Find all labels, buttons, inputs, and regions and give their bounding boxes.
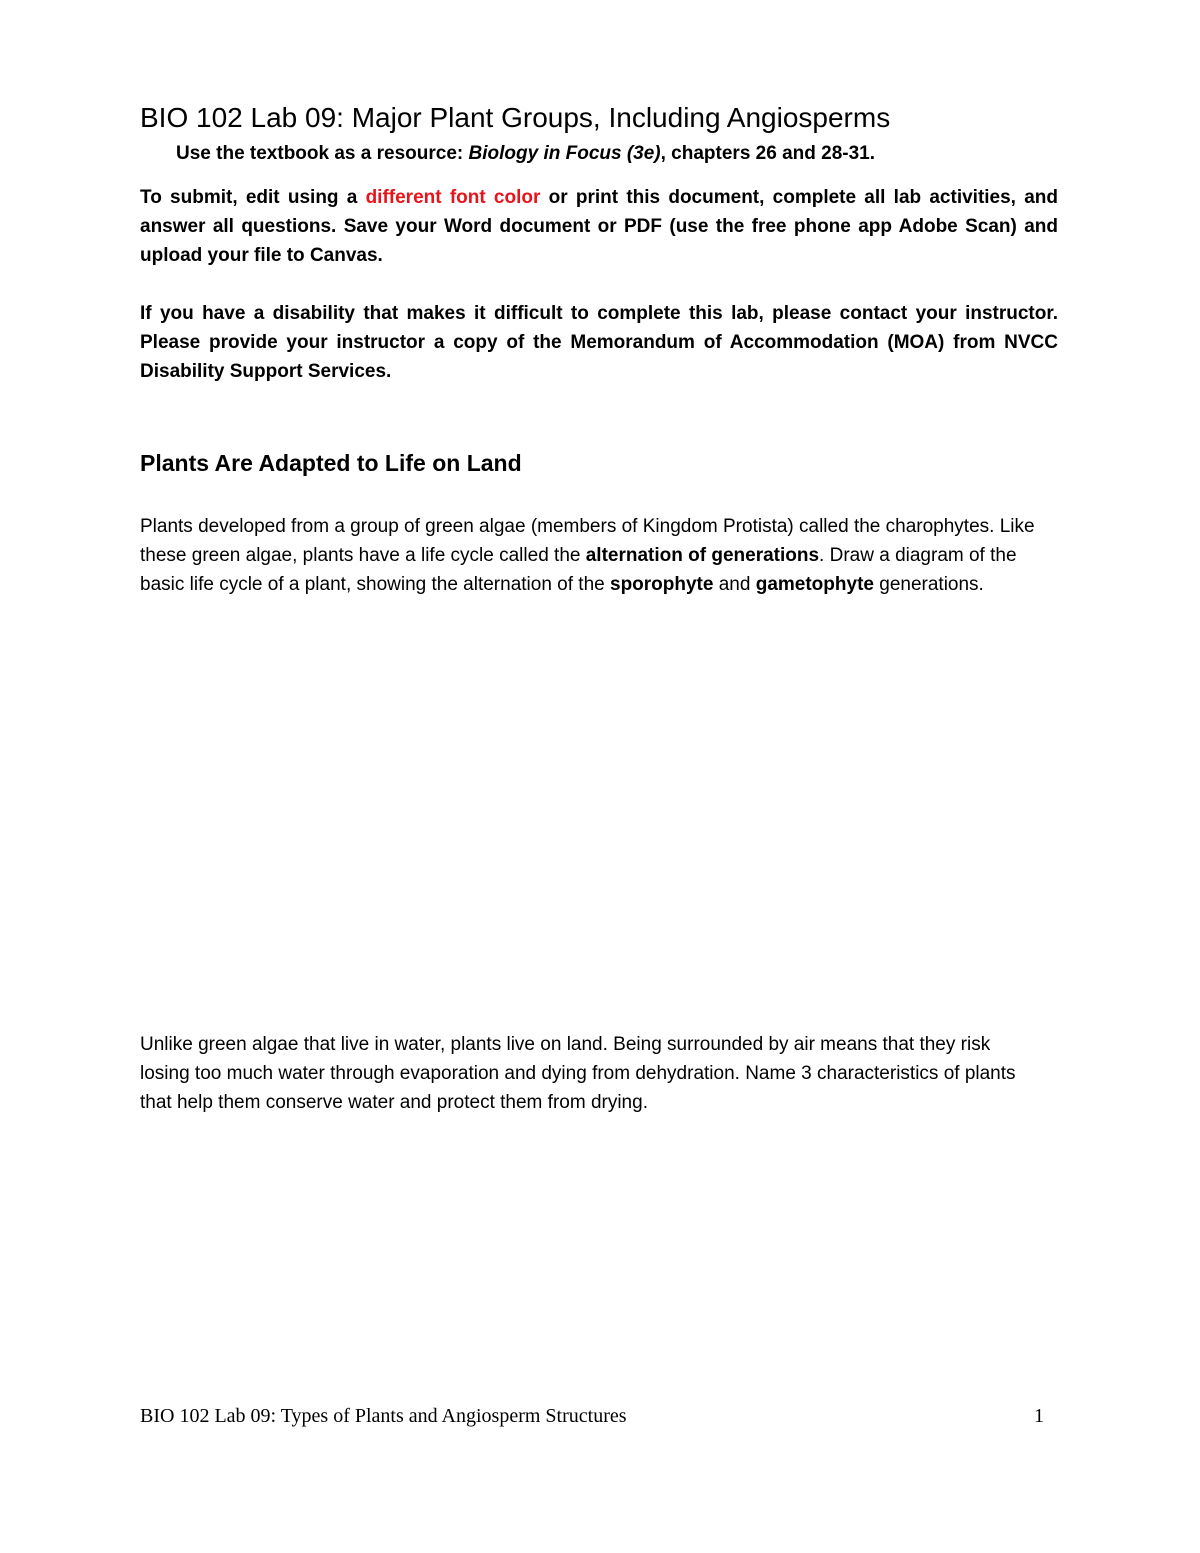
submission-instructions [140, 183, 1058, 270]
resource-prefix: Use the textbook as a resource: [176, 143, 469, 164]
question-water-conservation: Unlike green algae that live in water, plants live on land. Being surrounded by air means that they risk losing too much water through evaporation and dying from dehydration. Name 3 characteristics of plants that help them conserve water and protect them from drying. [140, 1034, 1016, 1113]
q1-text-4: generations. [873, 574, 984, 595]
q1-text-1: Plants developed from a group of green algae (members of Kingdom Protista) called the charophytes. Like these green algae, plants have a life cycle called the [140, 516, 1035, 566]
q1-term-gametophyte: gametophyte [755, 574, 874, 595]
q1-term-alternation: alternation of generations [585, 545, 820, 566]
answer-space-water-conservation[interactable] [140, 1120, 1058, 1380]
q1-text-2: . Draw a diagram of the basic life cycle of a plant, showing the alternation of the [140, 545, 1017, 595]
disability-note: If you have a disability that makes it difficult to complete this lab, please contact your instructor. Please provide your instructor a copy of the Memorandum of Accommodation (MOA) from NVCC Disability Support Services. [140, 303, 1058, 382]
page-number: 1 [1034, 1405, 1044, 1427]
different-font-color-highlight: different font color [365, 187, 541, 208]
answer-space-life-cycle[interactable] [140, 640, 1058, 1010]
resource-suffix: , chapters 26 and 28-31. [660, 143, 876, 164]
instructions-part-1: To submit, edit using a [140, 187, 366, 208]
instructions-part-2: or print this document, complete all lab activities, and answer all questions. Save your Word document or PDF (use the free phone app Adobe Scan) and upload your file to Canvas. [140, 187, 1058, 266]
section-heading: Plants Are Adapted to Life on Land [140, 450, 522, 476]
textbook-title: Biology in Focus (3e) [468, 143, 661, 164]
q1-text-3: and [713, 574, 756, 595]
question-life-cycle [140, 512, 1040, 599]
page-footer-text: BIO 102 Lab 09: Types of Plants and Angiosperm Structures [140, 1405, 627, 1427]
document-title: BIO 102 Lab 09: Major Plant Groups, Including Angiosperms [140, 102, 891, 133]
q1-term-sporophyte: sporophyte [610, 574, 714, 595]
textbook-resource-line [176, 141, 875, 167]
